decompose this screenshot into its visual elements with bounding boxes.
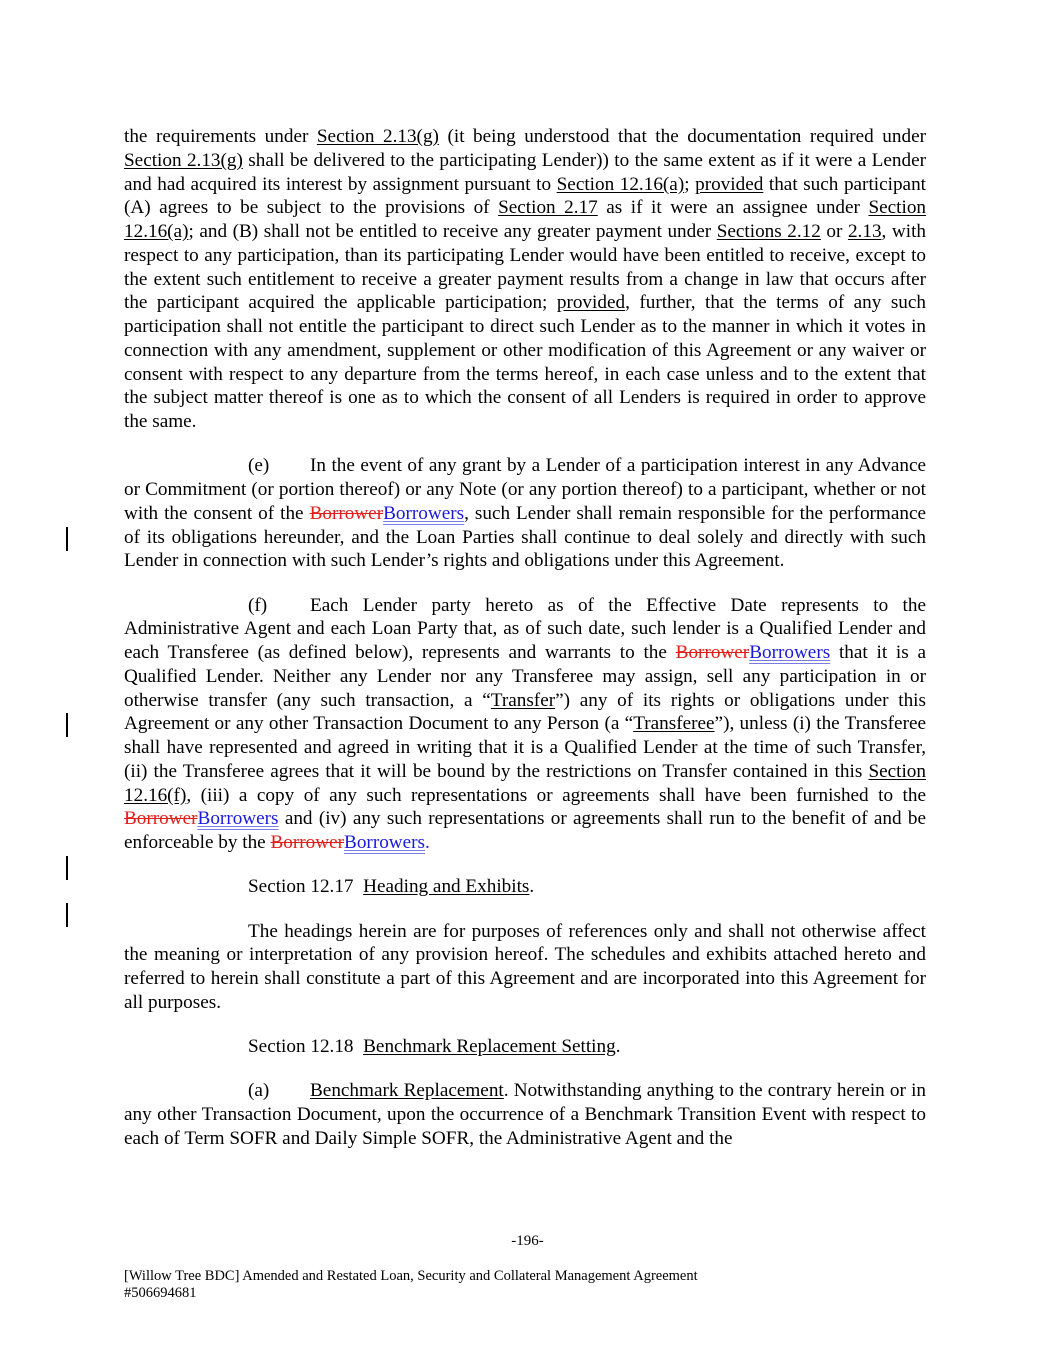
deleted-text: Borrower [309,502,384,524]
defined-term: provided [695,173,764,195]
cross-reference: Section 2.13(g) [124,149,243,171]
paragraph-e: (e) In the event of any grant by a Lender of a participation interest in any Advance or Commitment (or portion thereof) or any Note (or any portion thereof) to a participant, whether or not with the consent of the BorrowerBorrowers, such Lender shall remain responsible for the performance of its obligations hereunder, and the Loan Parties shall continue to deal solely and directly with such Lender in connection with such Lender’s rights and obligations under this Agreement. [124,455,926,572]
paragraph-a: (a) Benchmark Replacement. Notwithstanding anything to the contrary herein or in any other Transaction Document, upon the occurrence of a Benchmark Transition Event with respect to each of Term SOFR and Daily Simple SOFR, the Administrative Agent and the [124,1080,926,1149]
inserted-text: Borrowers [383,502,465,524]
cross-reference: Section 2.13(g) [316,126,439,147]
document-page [124,125,926,1151]
inserted-text: Borrowers [749,642,831,663]
cross-reference: Sections 2.12 [716,221,821,242]
cross-reference: Section 2.17 [498,197,598,219]
inserted-period: . [425,832,430,853]
section-title: Benchmark Replacement Setting [363,1036,616,1057]
paragraph-f: (f) Each Lender party hereto as of the Effective Date represents to the Administrative Agent and each Loan Party that, as of such date, such lender is a Qualified Lender and each Transferee (as defined below), represents and warrants to the BorrowerBorrowers that it is a Qualified Lender. Neither any Lender nor any Transferee may assign, sell any participation in or otherwise transfer (any such transaction, a “Transfer”) any of its rights or obligations under this Agreement or any other Transaction Document to any Person (a “Transferee”), unless (i) the Transferee shall have represented and agreed in writing that it is a Qualified Lender at the time of such Transfer, (ii) the Transferee agrees that it will be bound by the restrictions on Transfer contained in this Section 12.16(f), (iii) a copy of any such representations or agreements shall have been furnished to the BorrowerBorrowers and (iv) any such representations or agreements shall run to the benefit of and be enforceable by the BorrowerBorrowers. [124,594,926,853]
inserted-text: Borrowers [197,808,279,830]
cross-reference: 2.13 [847,221,882,242]
paragraph-participation-continued: the requirements under Section 2.13(g) (it being understood that the documentation required under Section 2.13(g) shall be delivered to the participating Lender)) to the same extent as if it were a Lender and had acquired its interest by assignment pursuant to Section 12.16(a); provided that such participant (A) agrees to be subject to the provisions of Section 2.17 as if it were an assignee under Section 12.16(a); and (B) shall not be entitled to receive any greater payment under Sections 2.12 or 2.13, with respect to any participation, than its participating Lender would have been entitled to receive, except to the extent such entitlement to receive a greater payment results from a change in law that occurs after the participant acquired the applicable participation; provided, further, that the terms of any such participation shall not entitle the participant to direct such Lender as to the manner in which it votes in connection with any amendment, supplement or other modification of this Agreement or any waiver or consent with respect to any departure from the terms hereof, in each case unless and to the extent that the subject matter thereof is one as to which the consent of all Lenders is required in order to approve the same. [124,126,927,432]
deleted-text: Borrower [124,808,198,830]
defined-term: Transfer [490,689,556,711]
section-number: Section 12.17 [248,876,364,898]
deleted-text: Borrower [270,832,345,853]
clause-label: (f) [248,594,268,616]
section-number: Section 12.18 [248,1036,364,1057]
defined-term: provided [556,292,626,314]
footer-document-title: [Willow Tree BDC] Amended and Restated Loan, Security and Collateral Management Agreement [124,1268,698,1284]
clause-label: (e) [248,455,270,477]
section-heading-12-18: Section 12.18 Benchmark Replacement Setting. [248,1036,621,1057]
cross-reference: Section 12.16(a) [556,173,685,195]
change-bar [66,527,68,551]
deleted-text: Borrower [675,642,750,663]
change-bar [66,713,68,737]
footer [124,1268,698,1302]
page-number: -196- [511,1233,544,1249]
cross-reference: Section 12.16(a) [124,197,927,242]
paragraph-12-17-body: The headings herein are for purposes of references only and shall not otherwise affect the meaning or interpretation of any provision hereof. The schedules and exhibits attached hereto and referred to herein shall constitute a part of this Agreement and are incorporated into this Agreement for all purposes. [124,920,926,1013]
clause-label: (a) [248,1080,270,1102]
section-heading-12-17: Section 12.17 Heading and Exhibits. [248,876,535,898]
inserted-text: Borrowers [344,832,426,853]
cross-reference: Section 12.16(f) [124,760,926,806]
defined-term: Transferee [633,713,715,735]
change-bar [66,903,68,927]
clause-title: Benchmark Replacement [310,1080,504,1102]
section-title: Heading and Exhibits [363,876,530,898]
footer-document-id: #506694681 [124,1285,197,1301]
change-bar [66,856,68,880]
